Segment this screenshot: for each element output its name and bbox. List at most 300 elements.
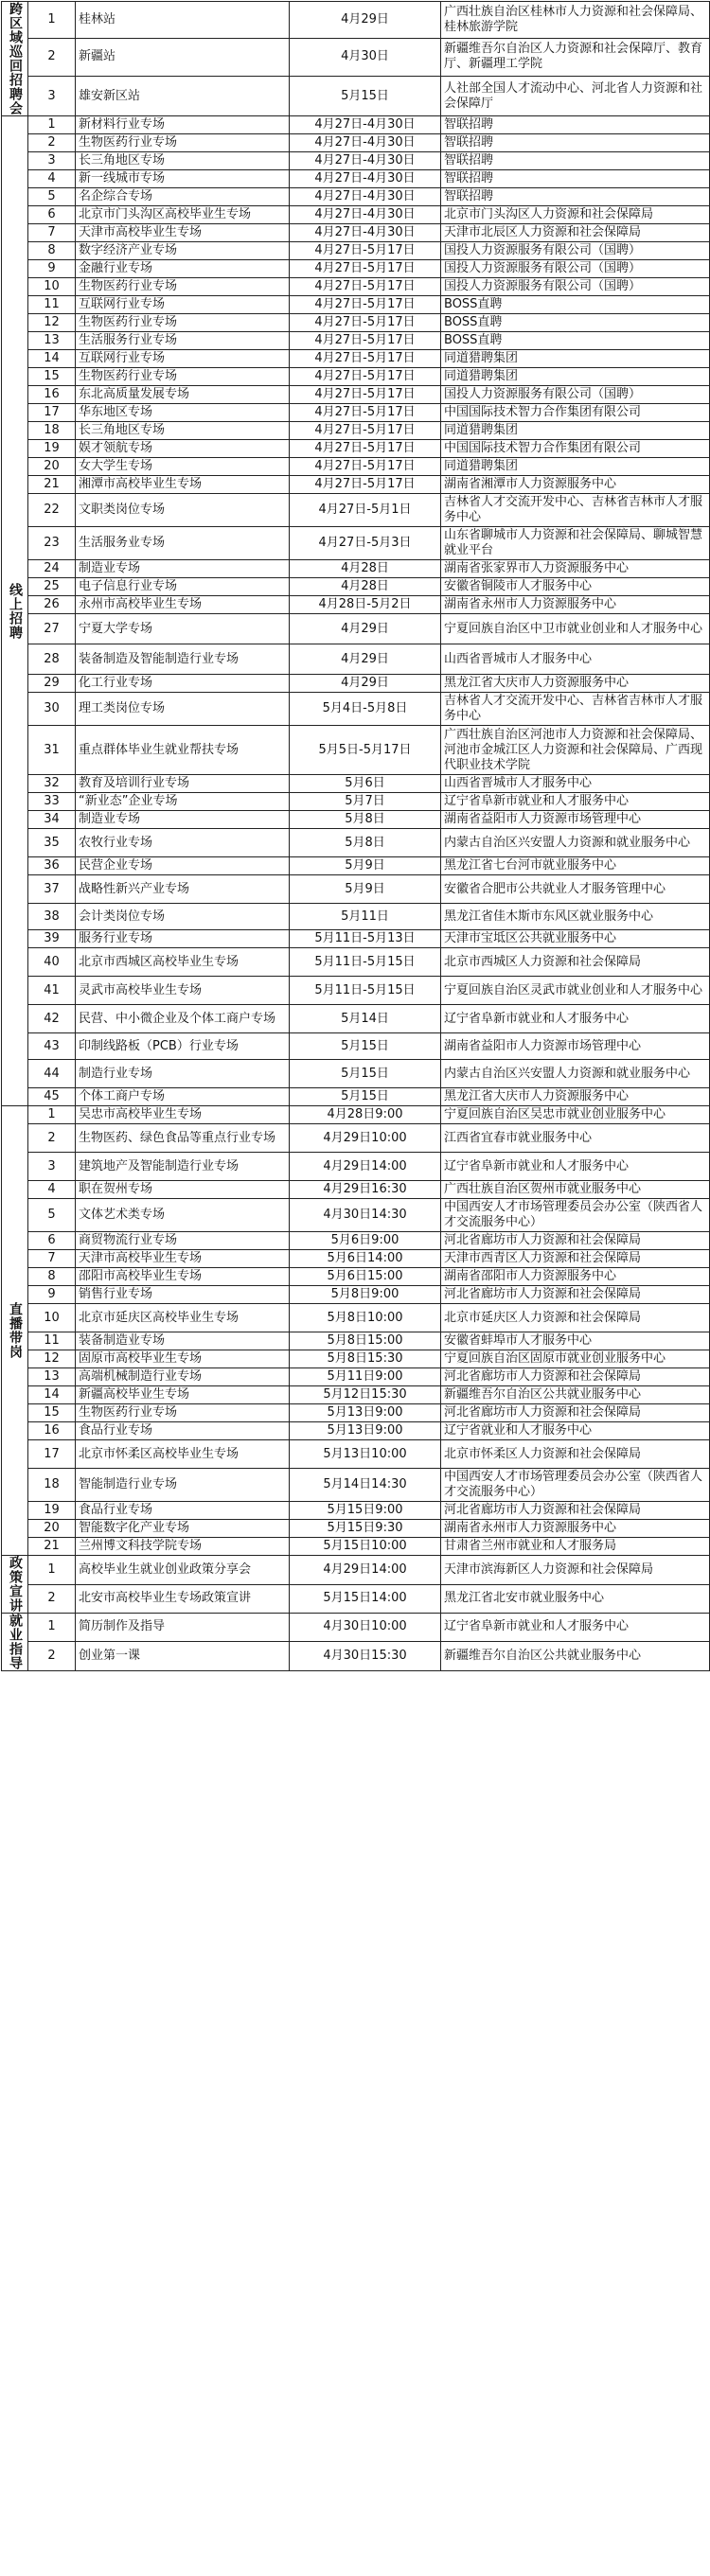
event-date: 5月11日	[290, 904, 441, 930]
organizer: 江西省宜春市就业服务中心	[441, 1124, 710, 1153]
event-date: 4月30日10:00	[290, 1614, 441, 1642]
organizer: 中国西安人才市场管理委员会办公室（陕西省人才交流服务中心）	[441, 1469, 710, 1502]
event-date: 5月15日	[290, 1033, 441, 1060]
organizer: 河北省廊坊市人力资源和社会保障局	[441, 1232, 710, 1250]
row-number: 39	[28, 930, 76, 948]
event-name: 灵武市高校毕业生专场	[76, 977, 290, 1005]
table-row	[2, 1250, 710, 1268]
event-name: 生物医药行业专场	[76, 314, 290, 332]
table-row	[2, 1538, 710, 1556]
event-name: 女大学生专场	[76, 458, 290, 476]
event-date: 4月27日-4月30日	[290, 116, 441, 134]
organizer: 甘肃省兰州市就业和人才服务局	[441, 1538, 710, 1556]
event-name: 高端机械制造行业专场	[76, 1368, 290, 1386]
event-name: 智能数字化产业专场	[76, 1520, 290, 1538]
row-number: 9	[28, 260, 76, 278]
organizer: 湖南省永州市人力资源服务中心	[441, 1520, 710, 1538]
table-row	[2, 422, 710, 440]
row-number: 9	[28, 1286, 76, 1304]
event-name: 民营企业专场	[76, 857, 290, 875]
event-name: 生物医药行业专场	[76, 368, 290, 386]
event-name: 教育及培训行业专场	[76, 775, 290, 793]
table-row	[2, 1106, 710, 1124]
organizer: 吉林省人才交流开发中心、吉林省吉林市人才服务中心	[441, 693, 710, 726]
row-number: 1	[28, 1614, 76, 1642]
event-name: 制造业专场	[76, 560, 290, 578]
event-name: 理工类岗位专场	[76, 693, 290, 726]
table-row	[2, 38, 710, 77]
table-row	[2, 1005, 710, 1033]
row-number: 19	[28, 1502, 76, 1520]
row-number: 1	[28, 116, 76, 134]
event-name: 装备制造及智能制造行业专场	[76, 644, 290, 675]
organizer: 黑龙江省大庆市人力资源服务中心	[441, 1088, 710, 1106]
organizer: 内蒙古自治区兴安盟人力资源和就业服务中心	[441, 829, 710, 857]
event-name: 天津市高校毕业生专场	[76, 224, 290, 242]
row-number: 3	[28, 152, 76, 170]
organizer: 辽宁省阜新市就业和人才服务中心	[441, 1005, 710, 1033]
event-name: 桂林站	[76, 2, 290, 39]
row-number: 6	[28, 206, 76, 224]
event-date: 5月6日14:00	[290, 1250, 441, 1268]
event-date: 5月4日-5月8日	[290, 693, 441, 726]
row-number: 25	[28, 578, 76, 596]
event-name: 服务行业专场	[76, 930, 290, 948]
table-row	[2, 614, 710, 644]
table-row	[2, 1368, 710, 1386]
event-date: 4月27日-5月17日	[290, 314, 441, 332]
organizer: 人社部全国人才流动中心、河北省人力资源和社会保障厅	[441, 77, 710, 116]
event-date: 5月6日	[290, 775, 441, 793]
organizer: 中国西安人才市场管理委员会办公室（陕西省人才交流服务中心）	[441, 1199, 710, 1232]
table-row	[2, 242, 710, 260]
row-number: 5	[28, 1199, 76, 1232]
row-number: 20	[28, 458, 76, 476]
organizer: 安徽省合肥市公共就业人才服务管理中心	[441, 875, 710, 904]
table-row	[2, 1286, 710, 1304]
row-number: 40	[28, 948, 76, 977]
table-row	[2, 1033, 710, 1060]
table-row	[2, 1060, 710, 1088]
event-name: 新疆站	[76, 38, 290, 77]
row-number: 24	[28, 560, 76, 578]
row-number: 23	[28, 527, 76, 560]
event-name: 新疆高校毕业生专场	[76, 1386, 290, 1404]
table-row	[2, 977, 710, 1005]
row-number: 4	[28, 170, 76, 188]
organizer: 山西省晋城市人才服务中心	[441, 775, 710, 793]
row-number: 41	[28, 977, 76, 1005]
event-date: 4月28日-5月2日	[290, 596, 441, 614]
row-number: 8	[28, 1268, 76, 1286]
organizer: BOSS直聘	[441, 314, 710, 332]
row-number: 22	[28, 494, 76, 527]
event-date: 4月29日	[290, 2, 441, 39]
table-row	[2, 77, 710, 116]
table-row	[2, 314, 710, 332]
row-number: 32	[28, 775, 76, 793]
event-name: 食品行业专场	[76, 1502, 290, 1520]
organizer: 广西壮族自治区河池市人力资源和社会保障局、河池市金城江区人力资源和社会保障局、广西现代职业技术学院	[441, 726, 710, 775]
event-date: 4月29日	[290, 614, 441, 644]
event-name: 职在贺州专场	[76, 1181, 290, 1199]
event-date: 5月8日10:00	[290, 1304, 441, 1332]
event-date: 4月27日-5月17日	[290, 368, 441, 386]
organizer: 湖南省张家界市人力资源服务中心	[441, 560, 710, 578]
row-number: 2	[28, 134, 76, 152]
event-date: 5月15日	[290, 1060, 441, 1088]
job-fair-schedule-table	[1, 1, 710, 1671]
event-name: 互联网行业专场	[76, 296, 290, 314]
row-number: 28	[28, 644, 76, 675]
event-date: 5月9日	[290, 875, 441, 904]
event-date: 4月28日9:00	[290, 1106, 441, 1124]
table-row	[2, 1440, 710, 1469]
event-name: 销售行业专场	[76, 1286, 290, 1304]
table-row	[2, 224, 710, 242]
event-name: 民营、中小微企业及个体工商户专场	[76, 1005, 290, 1033]
organizer: 北京市怀柔区人力资源和社会保障局	[441, 1440, 710, 1469]
organizer: 黑龙江省佳木斯市东风区就业服务中心	[441, 904, 710, 930]
row-number: 18	[28, 422, 76, 440]
table-row	[2, 278, 710, 296]
organizer: 国投人力资源服务有限公司（国聘）	[441, 242, 710, 260]
row-number: 27	[28, 614, 76, 644]
organizer: 智联招聘	[441, 116, 710, 134]
organizer: 湖南省邵阳市人力资源服务中心	[441, 1268, 710, 1286]
organizer: 宁夏回族自治区吴忠市就业创业服务中心	[441, 1106, 710, 1124]
table-row	[2, 1088, 710, 1106]
organizer: 国投人力资源服务有限公司（国聘）	[441, 386, 710, 404]
event-name: 高校毕业生就业创业政策分享会	[76, 1556, 290, 1585]
organizer: 新疆维吾尔自治区公共就业服务中心	[441, 1641, 710, 1670]
row-number: 21	[28, 1538, 76, 1556]
event-name: 北京市门头沟区高校毕业生专场	[76, 206, 290, 224]
event-name: 装备制造业专场	[76, 1332, 290, 1350]
row-number: 14	[28, 1386, 76, 1404]
organizer: 宁夏回族自治区固原市就业创业服务中心	[441, 1350, 710, 1368]
organizer: 黑龙江省七台河市就业服务中心	[441, 857, 710, 875]
table-row	[2, 494, 710, 527]
event-date: 5月8日	[290, 811, 441, 829]
table-row	[2, 1268, 710, 1286]
row-number: 38	[28, 904, 76, 930]
event-name: 创业第一课	[76, 1641, 290, 1670]
organizer: 同道猎聘集团	[441, 350, 710, 368]
event-name: 生活服务业专场	[76, 527, 290, 560]
table-row	[2, 1520, 710, 1538]
row-number: 44	[28, 1060, 76, 1088]
event-date: 4月29日14:00	[290, 1153, 441, 1181]
event-date: 5月6日9:00	[290, 1232, 441, 1250]
event-date: 5月14日14:30	[290, 1469, 441, 1502]
event-date: 5月15日9:30	[290, 1520, 441, 1538]
category-label: 跨区域巡回招聘会	[2, 2, 28, 116]
table-row	[2, 1232, 710, 1250]
event-name: 北京市延庆区高校毕业生专场	[76, 1304, 290, 1332]
event-date: 4月30日15:30	[290, 1641, 441, 1670]
table-row	[2, 930, 710, 948]
event-date: 5月13日9:00	[290, 1422, 441, 1440]
organizer: 河北省廊坊市人力资源和社会保障局	[441, 1502, 710, 1520]
event-name: 金融行业专场	[76, 260, 290, 278]
organizer: 山西省晋城市人才服务中心	[441, 644, 710, 675]
table-row	[2, 1386, 710, 1404]
row-number: 36	[28, 857, 76, 875]
table-row	[2, 596, 710, 614]
row-number: 31	[28, 726, 76, 775]
organizer: 天津市宝坻区公共就业服务中心	[441, 930, 710, 948]
organizer: BOSS直聘	[441, 332, 710, 350]
event-date: 4月27日-4月30日	[290, 206, 441, 224]
category-label: 政策宣讲	[2, 1556, 28, 1614]
row-number: 5	[28, 188, 76, 206]
event-name: 数字经济产业专场	[76, 242, 290, 260]
event-date: 4月29日14:00	[290, 1556, 441, 1585]
event-name: 北京市西城区高校毕业生专场	[76, 948, 290, 977]
table-row	[2, 368, 710, 386]
event-name: 北安市高校毕业生专场政策宣讲	[76, 1584, 290, 1614]
organizer: 安徽省蚌埠市人才服务中心	[441, 1332, 710, 1350]
table-row	[2, 116, 710, 134]
row-number: 1	[28, 2, 76, 39]
event-name: 生物医药行业专场	[76, 278, 290, 296]
row-number: 34	[28, 811, 76, 829]
category-label: 直播带岗	[2, 1106, 28, 1556]
event-date: 5月15日10:00	[290, 1538, 441, 1556]
table-row	[2, 726, 710, 775]
event-name: 邵阳市高校毕业生专场	[76, 1268, 290, 1286]
event-date: 5月15日	[290, 77, 441, 116]
organizer: 智联招聘	[441, 152, 710, 170]
organizer: 北京市门头沟区人力资源和社会保障局	[441, 206, 710, 224]
table-row	[2, 188, 710, 206]
table-row	[2, 775, 710, 793]
organizer: 同道猎聘集团	[441, 422, 710, 440]
event-name: 印制线路板（PCB）行业专场	[76, 1033, 290, 1060]
organizer: 中国国际技术智力合作集团有限公司	[441, 440, 710, 458]
event-date: 5月11日-5月13日	[290, 930, 441, 948]
row-number: 1	[28, 1106, 76, 1124]
organizer: 国投人力资源服务有限公司（国聘）	[441, 260, 710, 278]
row-number: 16	[28, 1422, 76, 1440]
table-row	[2, 829, 710, 857]
event-date: 5月14日	[290, 1005, 441, 1033]
event-name: 化工行业专场	[76, 675, 290, 693]
event-date: 4月27日-5月17日	[290, 440, 441, 458]
event-date: 5月9日	[290, 857, 441, 875]
event-name: 长三角地区专场	[76, 152, 290, 170]
organizer: 天津市西青区人力资源和社会保障局	[441, 1250, 710, 1268]
event-name: 生物医药、绿色食品等重点行业专场	[76, 1124, 290, 1153]
row-number: 18	[28, 1469, 76, 1502]
event-name: 农牧行业专场	[76, 829, 290, 857]
table-row	[2, 1350, 710, 1368]
table-row	[2, 1469, 710, 1502]
event-name: 娱才领航专场	[76, 440, 290, 458]
row-number: 10	[28, 278, 76, 296]
event-name: 长三角地区专场	[76, 422, 290, 440]
table-row	[2, 206, 710, 224]
organizer: 山东省聊城市人力资源和社会保障局、聊城智慧就业平台	[441, 527, 710, 560]
event-date: 5月8日9:00	[290, 1286, 441, 1304]
organizer: 黑龙江省大庆市人力资源服务中心	[441, 675, 710, 693]
event-date: 5月6日15:00	[290, 1268, 441, 1286]
event-date: 4月27日-5月17日	[290, 260, 441, 278]
row-number: 14	[28, 350, 76, 368]
event-date: 5月13日10:00	[290, 1440, 441, 1469]
table-row	[2, 1124, 710, 1153]
event-name: 天津市高校毕业生专场	[76, 1250, 290, 1268]
table-row	[2, 693, 710, 726]
event-name: 兰州博文科技学院专场	[76, 1538, 290, 1556]
table-row	[2, 350, 710, 368]
event-name: 华东地区专场	[76, 404, 290, 422]
organizer: 中国国际技术智力合作集团有限公司	[441, 404, 710, 422]
table-row	[2, 1556, 710, 1585]
event-name: 制造行业专场	[76, 1060, 290, 1088]
row-number: 6	[28, 1232, 76, 1250]
event-date: 4月27日-5月17日	[290, 296, 441, 314]
row-number: 33	[28, 793, 76, 811]
event-date: 4月27日-4月30日	[290, 188, 441, 206]
event-name: 简历制作及指导	[76, 1614, 290, 1642]
table-row	[2, 476, 710, 494]
event-name: 文体艺术类专场	[76, 1199, 290, 1232]
row-number: 42	[28, 1005, 76, 1033]
organizer: 智联招聘	[441, 188, 710, 206]
row-number: 12	[28, 1350, 76, 1368]
table-row	[2, 2, 710, 39]
row-number: 8	[28, 242, 76, 260]
event-name: 文职类岗位专场	[76, 494, 290, 527]
organizer: 河北省廊坊市人力资源和社会保障局	[441, 1404, 710, 1422]
organizer: 广西壮族自治区桂林市人力资源和社会保障局、桂林旅游学院	[441, 2, 710, 39]
table-row	[2, 1199, 710, 1232]
row-number: 30	[28, 693, 76, 726]
category-label: 就业指导	[2, 1614, 28, 1671]
table-row	[2, 1502, 710, 1520]
table-row	[2, 811, 710, 829]
table-row	[2, 644, 710, 675]
event-date: 4月27日-5月17日	[290, 350, 441, 368]
row-number: 45	[28, 1088, 76, 1106]
organizer: 辽宁省就业和人才服务中心	[441, 1422, 710, 1440]
row-number: 21	[28, 476, 76, 494]
table-row	[2, 1614, 710, 1642]
table-row	[2, 170, 710, 188]
table-row	[2, 440, 710, 458]
row-number: 11	[28, 296, 76, 314]
table-row	[2, 578, 710, 596]
event-date: 4月27日-5月17日	[290, 242, 441, 260]
event-name: 食品行业专场	[76, 1422, 290, 1440]
row-number: 10	[28, 1304, 76, 1332]
event-date: 4月27日-5月17日	[290, 404, 441, 422]
event-name: 永州市高校毕业生专场	[76, 596, 290, 614]
event-date: 4月27日-5月3日	[290, 527, 441, 560]
event-date: 4月27日-4月30日	[290, 224, 441, 242]
row-number: 13	[28, 1368, 76, 1386]
row-number: 2	[28, 1124, 76, 1153]
event-date: 5月15日9:00	[290, 1502, 441, 1520]
event-name: 新一线城市专场	[76, 170, 290, 188]
event-date: 5月13日9:00	[290, 1404, 441, 1422]
event-date: 5月11日9:00	[290, 1368, 441, 1386]
event-date: 4月28日	[290, 578, 441, 596]
table-row	[2, 527, 710, 560]
row-number: 13	[28, 332, 76, 350]
table-row	[2, 1332, 710, 1350]
event-date: 4月27日-4月30日	[290, 134, 441, 152]
table-row	[2, 675, 710, 693]
event-name: 建筑地产及智能制造行业专场	[76, 1153, 290, 1181]
event-date: 4月29日	[290, 644, 441, 675]
organizer: 辽宁省阜新市就业和人才服务中心	[441, 1153, 710, 1181]
row-number: 15	[28, 368, 76, 386]
table-row	[2, 904, 710, 930]
event-date: 4月27日-4月30日	[290, 152, 441, 170]
table-row	[2, 260, 710, 278]
organizer: 新疆维吾尔自治区人力资源和社会保障厅、教育厅、新疆理工学院	[441, 38, 710, 77]
event-date: 5月12日15:30	[290, 1386, 441, 1404]
table-row	[2, 948, 710, 977]
table-row	[2, 386, 710, 404]
event-name: 会计类岗位专场	[76, 904, 290, 930]
row-number: 12	[28, 314, 76, 332]
organizer: 智联招聘	[441, 170, 710, 188]
event-date: 4月29日	[290, 675, 441, 693]
row-number: 7	[28, 1250, 76, 1268]
event-date: 5月8日15:30	[290, 1350, 441, 1368]
organizer: 辽宁省阜新市就业和人才服务中心	[441, 1614, 710, 1642]
organizer: 湖南省湘潭市人力资源服务中心	[441, 476, 710, 494]
event-name: 电子信息行业专场	[76, 578, 290, 596]
organizer: 湖南省益阳市人力资源市场管理中心	[441, 1033, 710, 1060]
schedule-table-body	[2, 2, 710, 1671]
row-number: 2	[28, 1641, 76, 1670]
organizer: 河北省廊坊市人力资源和社会保障局	[441, 1368, 710, 1386]
row-number: 35	[28, 829, 76, 857]
event-date: 4月27日-5月17日	[290, 476, 441, 494]
row-number: 17	[28, 1440, 76, 1469]
organizer: 同道猎聘集团	[441, 458, 710, 476]
event-name: 商贸物流行业专场	[76, 1232, 290, 1250]
event-name: 雄安新区站	[76, 77, 290, 116]
event-name: 固原市高校毕业生专场	[76, 1350, 290, 1368]
organizer: 新疆维吾尔自治区公共就业服务中心	[441, 1386, 710, 1404]
organizer: 辽宁省阜新市就业和人才服务中心	[441, 793, 710, 811]
event-date: 5月8日	[290, 829, 441, 857]
organizer: BOSS直聘	[441, 296, 710, 314]
table-row	[2, 1641, 710, 1670]
organizer: 广西壮族自治区贺州市就业服务中心	[441, 1181, 710, 1199]
event-name: 新材料行业专场	[76, 116, 290, 134]
event-date: 4月27日-5月17日	[290, 332, 441, 350]
event-name: 东北高质量发展专场	[76, 386, 290, 404]
event-date: 4月27日-5月17日	[290, 458, 441, 476]
event-date: 5月5日-5月17日	[290, 726, 441, 775]
event-date: 5月7日	[290, 793, 441, 811]
row-number: 16	[28, 386, 76, 404]
organizer: 宁夏回族自治区灵武市就业创业和人才服务中心	[441, 977, 710, 1005]
row-number: 43	[28, 1033, 76, 1060]
organizer: 湖南省永州市人力资源服务中心	[441, 596, 710, 614]
organizer: 国投人力资源服务有限公司（国聘）	[441, 278, 710, 296]
row-number: 20	[28, 1520, 76, 1538]
event-name: 生物医药行业专场	[76, 1404, 290, 1422]
row-number: 37	[28, 875, 76, 904]
